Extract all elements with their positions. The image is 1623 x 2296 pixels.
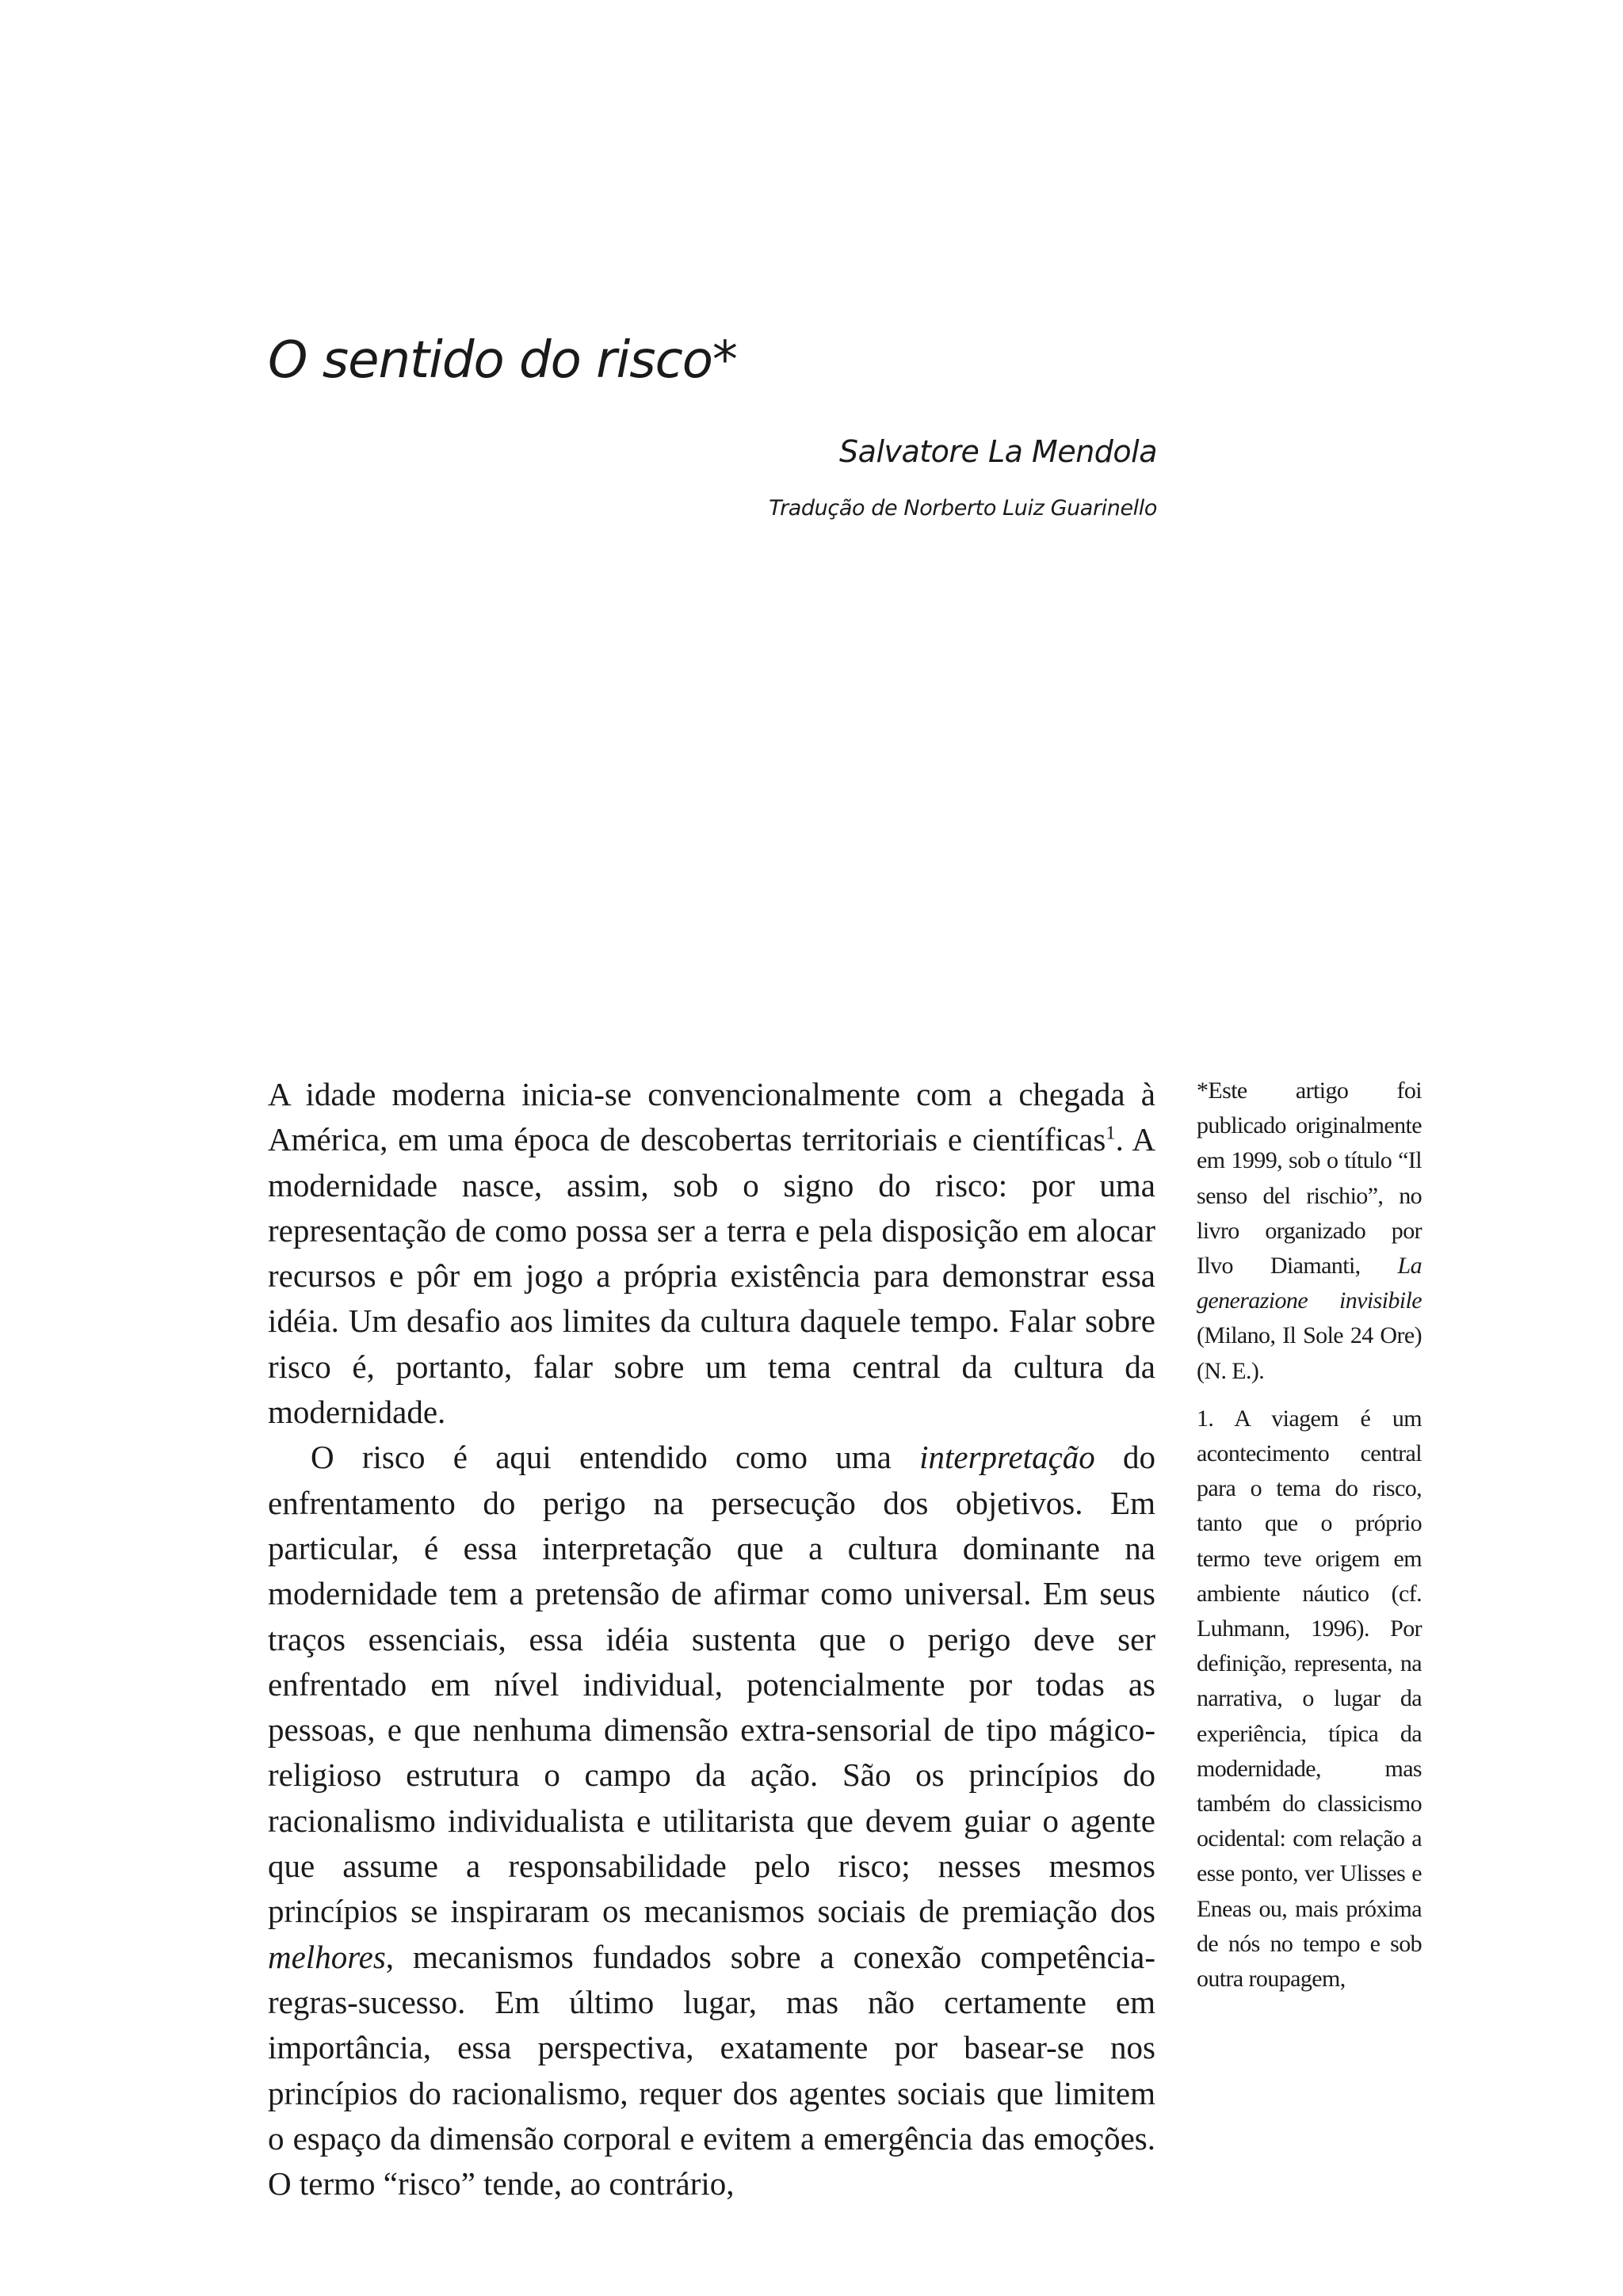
- paragraph-text: . A modernidade nasce, assim, sob o signo do risco: por uma representação de como possa ser a terra e pela disposição em alocar recursos e pôr em jogo a própria existência para demonstrar essa idéia. Um desafio aos limites da cultura daquele tempo. Falar sobre risco é, portanto, falar sobre um tema central da cultura da modernidade.: [268, 1121, 1155, 1431]
- emphasis-text: melhores: [268, 1938, 386, 1975]
- article-title: O sentido do risco*: [268, 331, 737, 390]
- paragraph-text: A idade moderna inicia-se convencionalmente com a chegada à América, em uma época de descobertas territoriais e científicas: [268, 1076, 1155, 1158]
- paragraph-text: do enfrentamento do perigo na persecução dos objetivos. Em particular, é essa interpretação que a cultura dominante na modernidade tem a pretensão de afirmar como universal. Em seus traços essenciais, essa idéia sustenta que o perigo deve ser enfrentado em nível individual, potencialmente por todas as pessoas, e que nenhuma dimensão extra-sensorial de tipo mágico-religioso estrutura o campo da ação. São os princípios do racionalismo individualista e utilitarista que devem guiar o agente que assume a responsabilidade pelo risco; nesses mesmos princípios se inspiraram os mecanismos sociais de premiação dos: [268, 1439, 1156, 1930]
- translator-credit: Tradução de Norberto Luiz Guarinello: [769, 496, 1157, 521]
- footnote-ref: 1: [1106, 1122, 1116, 1144]
- margin-notes: [1197, 1074, 1422, 1997]
- note-text: *Este artigo foi publicado originalmente em 1999, sob o título “Il senso del rischio”, no livro organizado por Ilvo Diamanti,: [1197, 1077, 1422, 1280]
- author-name: Salvatore La Mendola: [839, 434, 1157, 469]
- margin-note: [1197, 1074, 1422, 1389]
- note-emphasis: La generazione invisibile: [1197, 1253, 1422, 1314]
- paragraph-text: , mecanismos fundados sobre a conexão competência-regras-sucesso. Em último lugar, mas não certamente em importância, essa perspectiva, exatamente por basear-se nos princípios do racionalismo, requer dos agentes sociais que limitem o espaço da dimensão corporal e evitem a emergência das emoções. O termo “risco” tende, ao contrário,: [268, 1938, 1155, 2203]
- margin-note: 1. A viagem é um acontecimento central para o tema do risco, tanto que o próprio termo teve origem em ambiente náutico (cf. Luhmann, 1996). Por definição, representa, na narrativa, o lugar da experiência, típica da modernidade, mas também do classicismo ocidental: com relação a esse ponto, ver Ulisses e Eneas ou, mais próxima de nós no tempo e sob outra roupagem,: [1197, 1405, 1422, 1993]
- paragraph-text: O risco é aqui entendido como uma: [311, 1439, 920, 1476]
- body-paragraph: [268, 1072, 1155, 1435]
- body-paragraph: [268, 1435, 1155, 2206]
- emphasis-text: interpretação: [919, 1439, 1095, 1476]
- article-body: [268, 1072, 1155, 2206]
- note-text: (Milano, Il Sole 24 Ore) (N. E.).: [1197, 1322, 1422, 1384]
